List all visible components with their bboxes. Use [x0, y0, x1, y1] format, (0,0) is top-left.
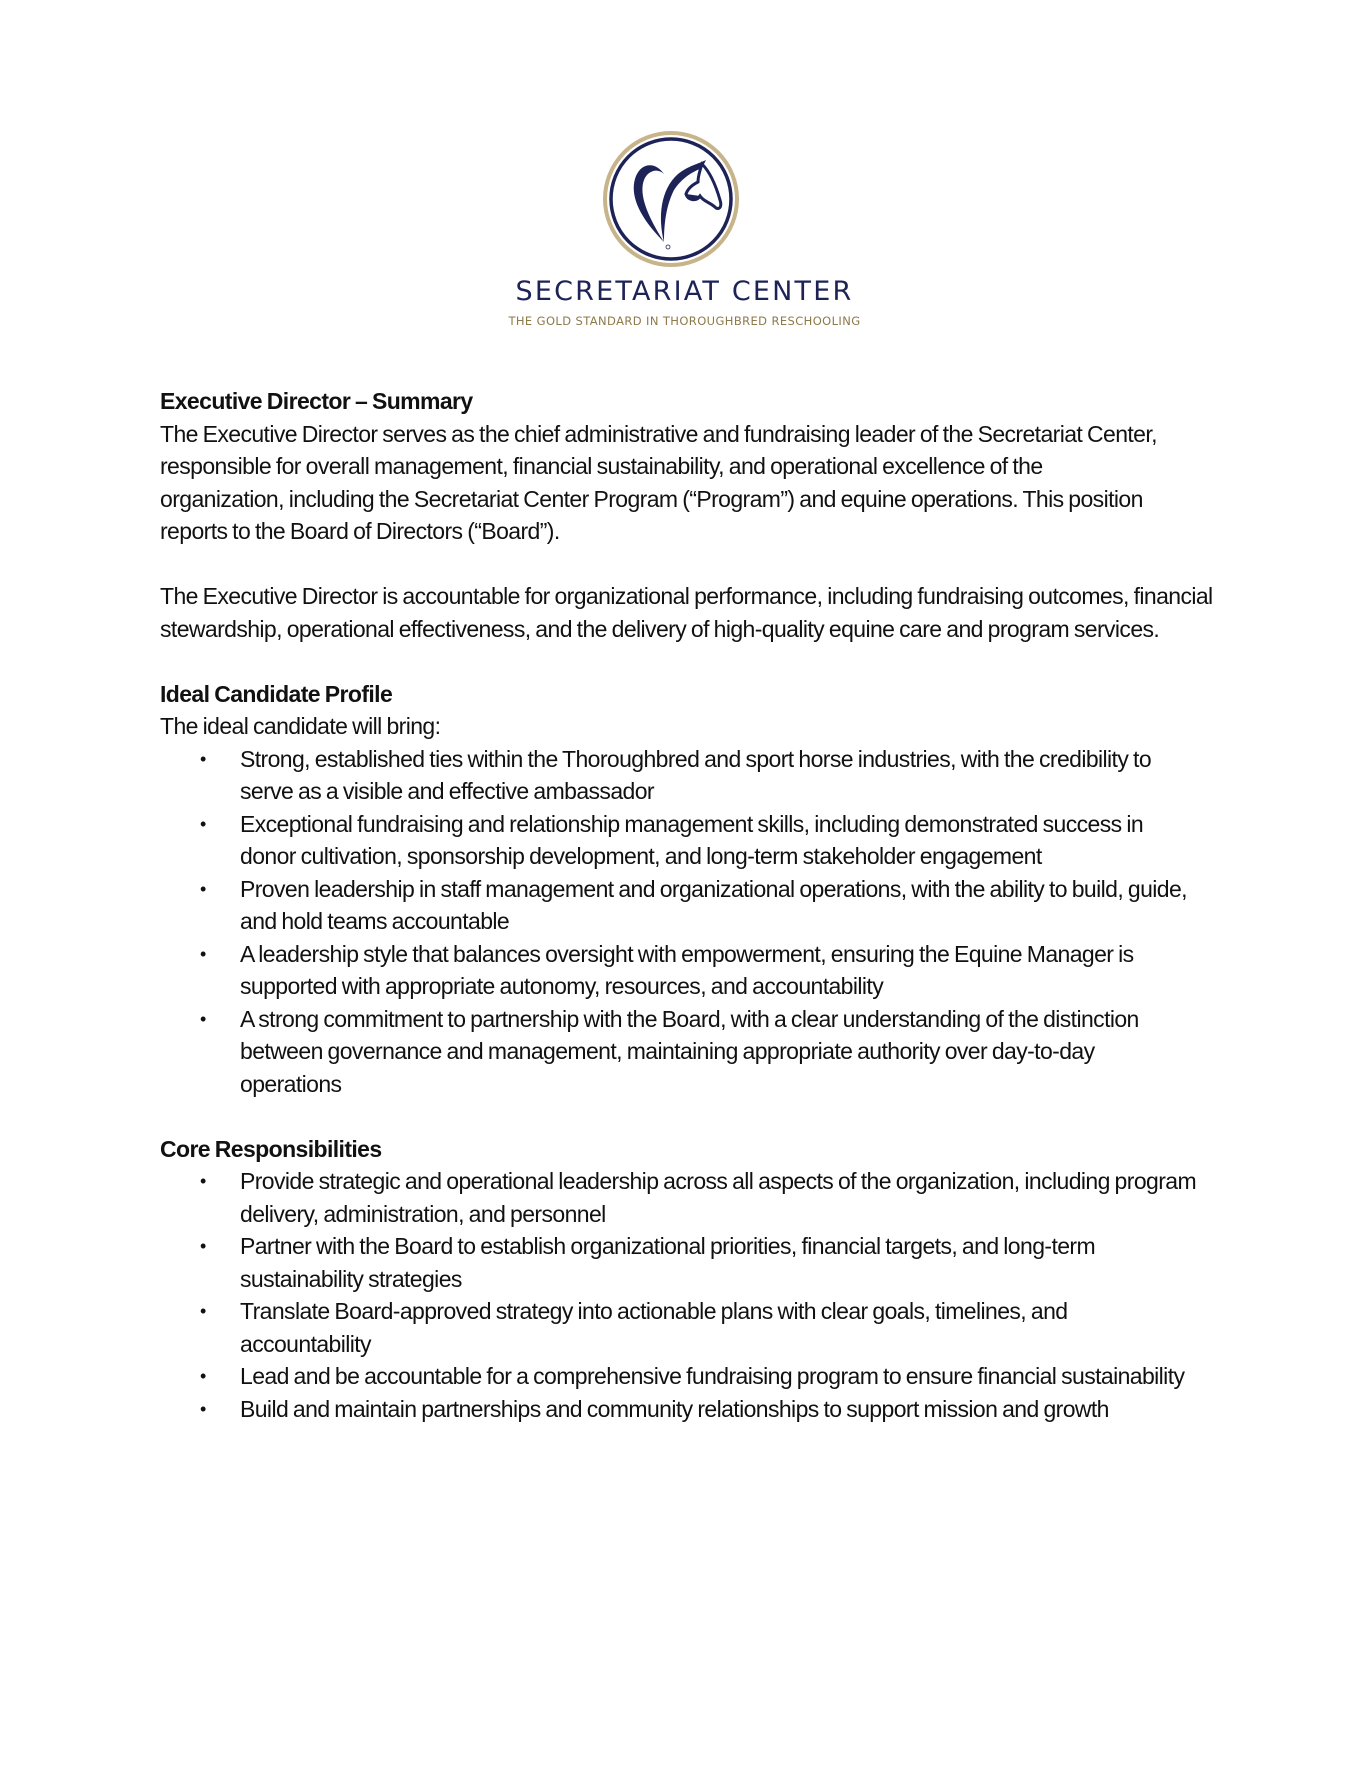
core-responsibilities-heading: Core Responsibilities — [160, 1135, 382, 1162]
bullet-icon: • — [200, 1398, 206, 1419]
bullet-icon: • — [200, 1171, 206, 1191]
list-item: • A strong commitment to partnership with the Board, with a clear understanding of the distinction between governance and management, maintaining appropriate authority over day-to-day operations — [160, 1003, 1200, 1101]
list-item: • Proven leadership in staff management and organizational operations, with the ability to build, guide, and hold teams accountable — [160, 873, 1200, 938]
list-item: • Translate Board-approved strategy into actionable plans with clear goals, timelines, and accountability — [160, 1295, 1200, 1360]
ideal-candidate-list — [160, 743, 1220, 1101]
bullet-icon: • — [200, 1366, 206, 1386]
brand-tagline: THE GOLD STANDARD IN THOROUGHBRED RESCHOOLING — [508, 314, 861, 328]
brand-name: SECRETARIAT CENTER — [515, 276, 854, 307]
list-item: • Lead and be accountable for a comprehensive fundraising program to ensure financial sustainability — [160, 1360, 1200, 1393]
bullet-icon: • — [200, 748, 206, 769]
heart-horse-emblem-icon — [602, 130, 740, 268]
list-item: • Provide strategic and operational leadership across all aspects of the organization, including program delivery, administration, and personnel — [160, 1165, 1200, 1230]
summary-heading: Executive Director – Summary — [160, 388, 473, 414]
bullet-icon: • — [200, 878, 206, 899]
core-responsibilities-list — [160, 1165, 1220, 1425]
list-item: • Strong, established ties within the Thoroughbred and sport horse industries, with the credibility to serve as a visible and effective ambassador — [160, 743, 1200, 808]
bullet-icon: • — [200, 1008, 206, 1029]
list-item: • Build and maintain partnerships and community relationships to support mission and growth — [160, 1393, 1200, 1426]
bullet-icon: • — [200, 943, 206, 964]
document-body — [160, 385, 1220, 1425]
ideal-candidate-heading: Ideal Candidate Profile — [160, 680, 393, 707]
bullet-icon: • — [200, 1301, 206, 1321]
ideal-candidate-intro: The ideal candidate will bring: — [160, 713, 441, 739]
bullet-icon: • — [200, 813, 206, 834]
list-item: • Exceptional fundraising and relationship management skills, including demonstrated success in donor cultivation, sponsorship development, and long-term stakeholder engagement — [160, 808, 1200, 873]
summary-paragraph-1: The Executive Director serves as the chief administrative and fundraising leader of the Secretariat Center, responsible for overall management, financial sustainability, and operational excellence of the organization, including the Secretariat Center Program (“Program”) and equine operations. This position reports to the Board of Directors (“Board”). — [160, 420, 1157, 544]
logo-header — [0, 0, 1369, 340]
summary-paragraph-2: The Executive Director is accountable for organizational performance, including fundraising outcomes, financial stewardship, operational effectiveness, and the delivery of high-quality equine care and program services. — [160, 583, 1213, 642]
list-item: • A leadership style that balances oversight with empowerment, ensuring the Equine Manager is supported with appropriate autonomy, resources, and accountability — [160, 938, 1200, 1003]
bullet-icon: • — [200, 1236, 206, 1256]
list-item: • Partner with the Board to establish organizational priorities, financial targets, and long-term sustainability strategies — [160, 1230, 1200, 1295]
